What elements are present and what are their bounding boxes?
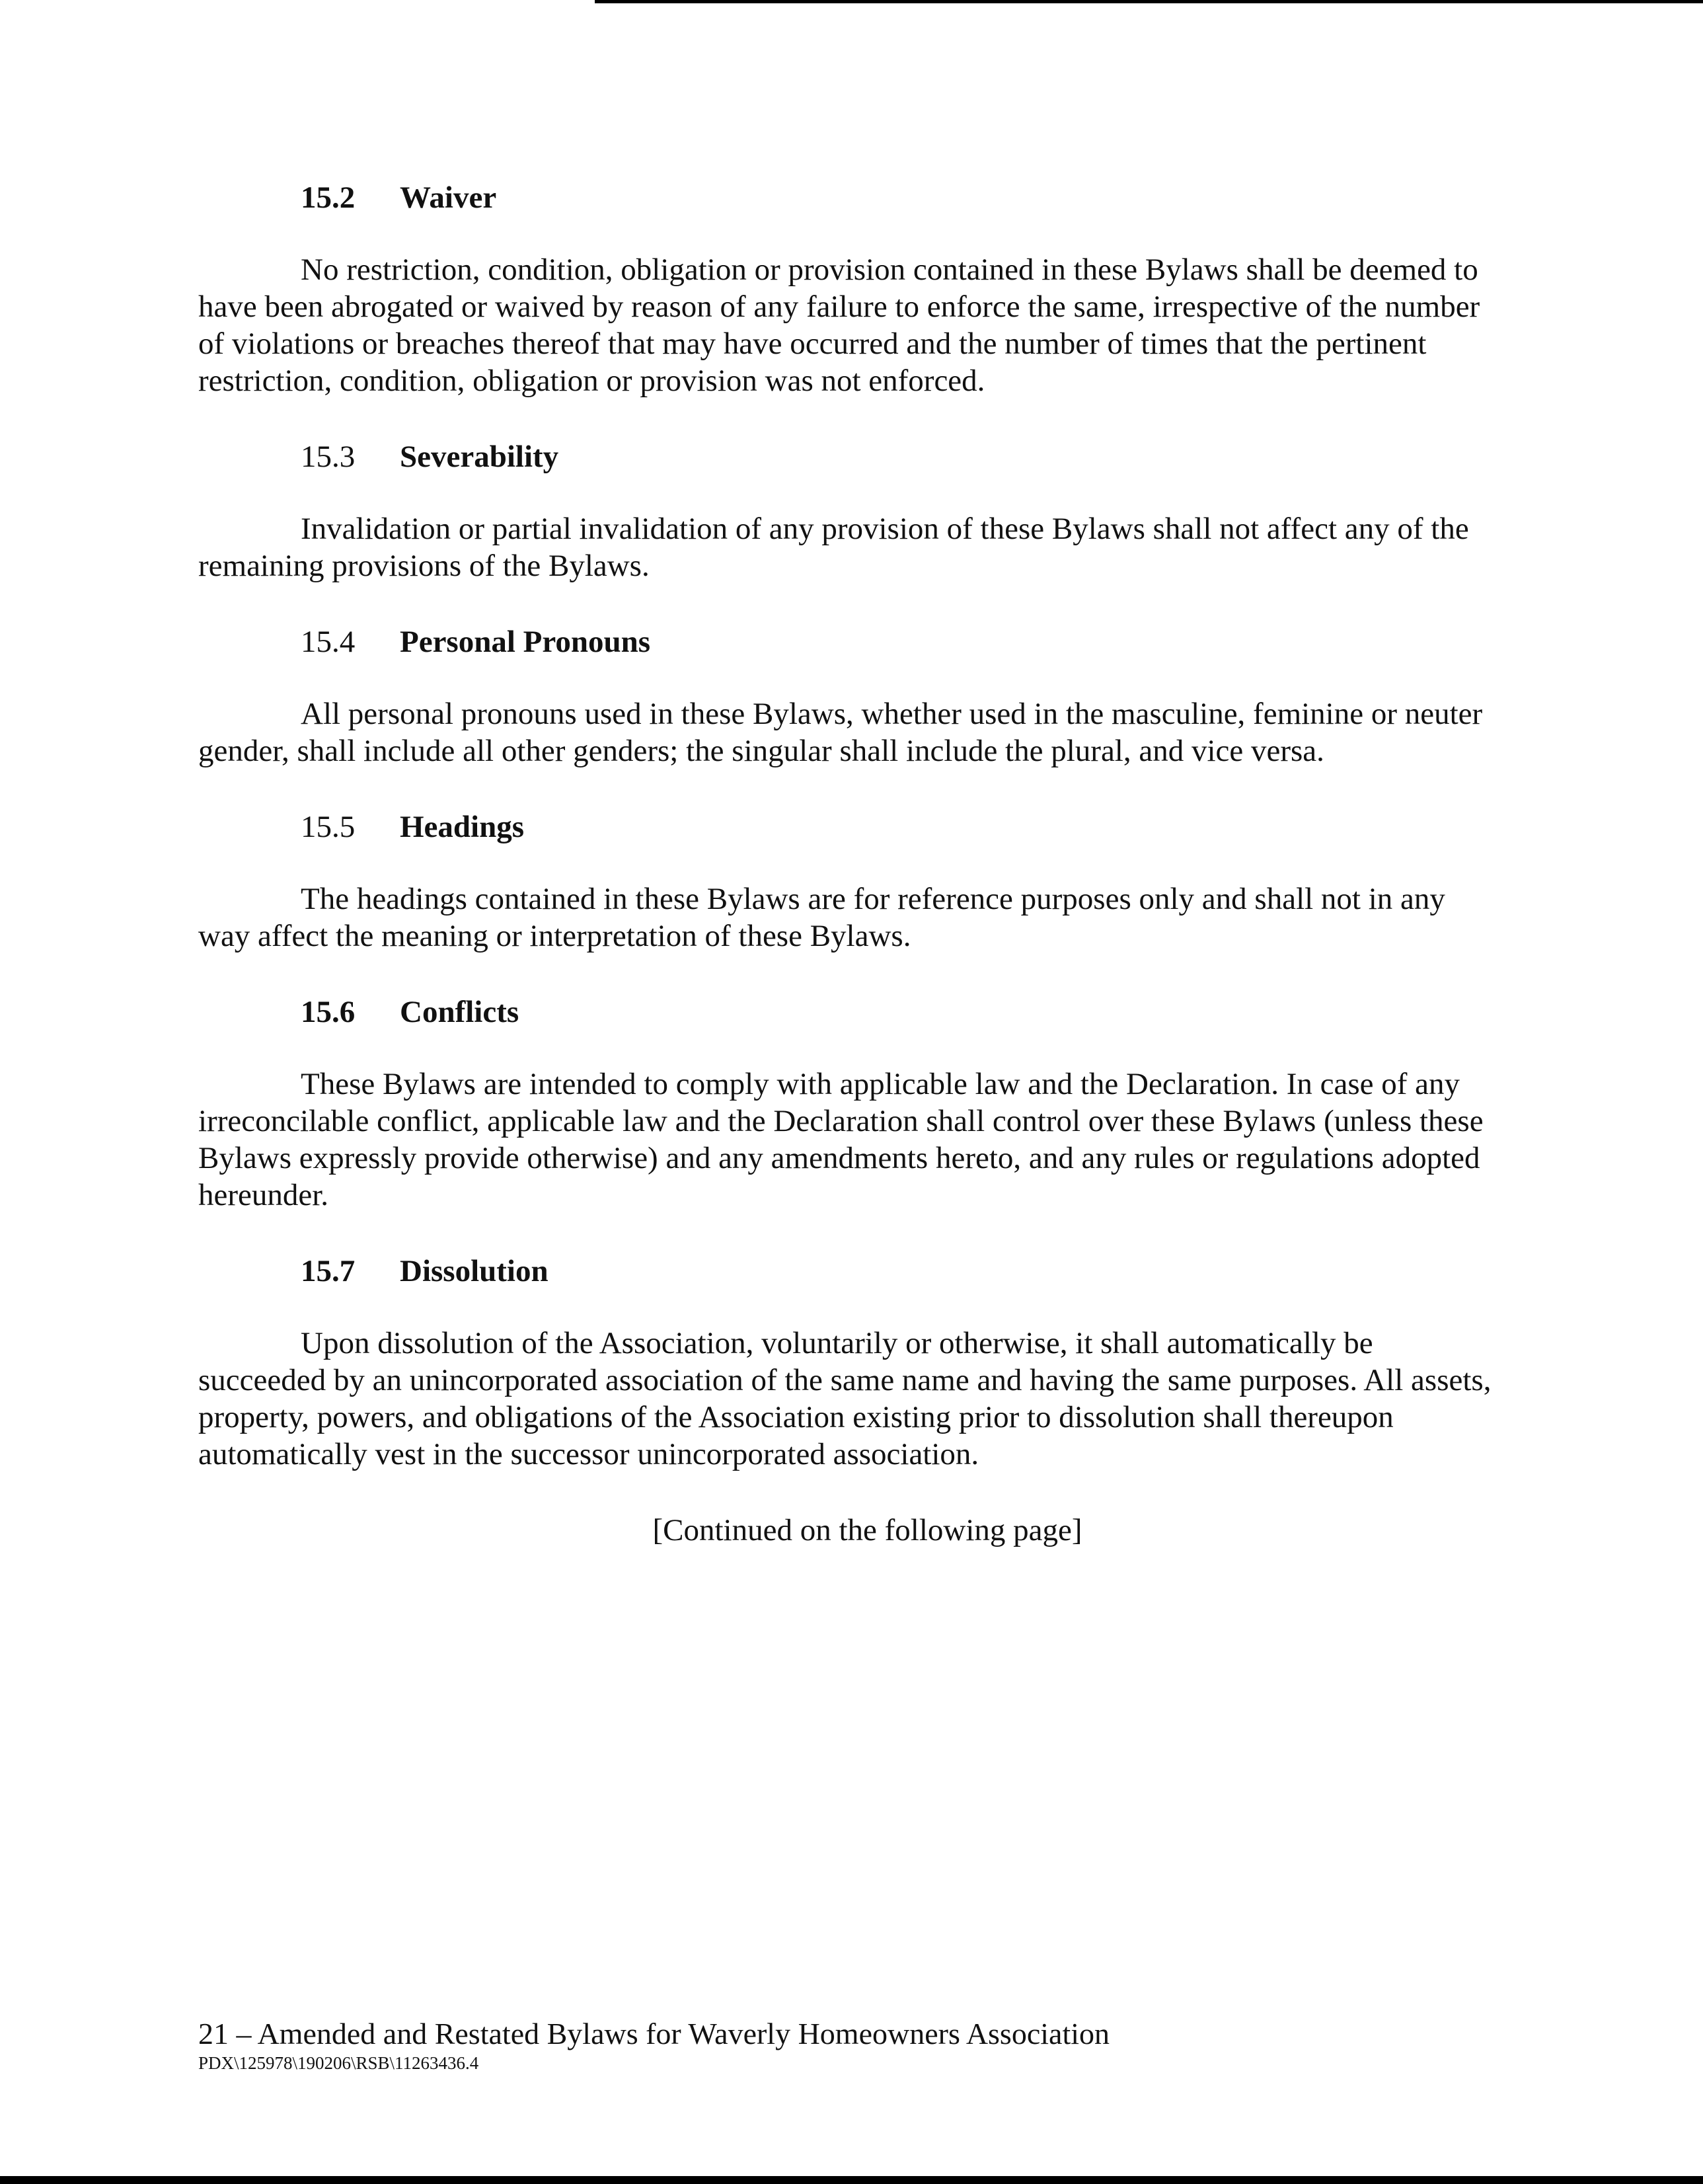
section-number: 15.5 <box>301 810 356 844</box>
section-heading <box>198 438 1497 476</box>
section-title: Severability <box>400 440 559 474</box>
section-15-6 <box>198 993 1497 1214</box>
footer-page-line: 21 – Amended and Restated Bylaws for Waverly Homeowners Association <box>198 2017 1110 2050</box>
footer-doc-id: PDX\125978\190206\RSB\11263436.4 <box>198 2053 479 2073</box>
section-number: 15.2 <box>301 180 356 215</box>
section-title: Personal Pronouns <box>400 625 651 659</box>
section-title: Dissolution <box>400 1254 549 1288</box>
section-body: These Bylaws are intended to comply with applicable law and the Declaration. In case of any irreconcilable conflict, applicable law and the Declaration shall control over these Bylaws (unless these Bylaws expressly provide otherwise) and any amendments hereto, and any rules or regulations adopted hereunder. <box>198 1067 1484 1212</box>
section-number: 15.4 <box>301 625 356 659</box>
section-15-3 <box>198 438 1497 584</box>
scan-edge-bottom <box>0 2176 1703 2184</box>
section-body: Upon dissolution of the Association, voluntarily or otherwise, it shall automatically be succeeded by an unincorporated association of the same name and having the same purposes. All assets, property, powers, and obligations of the Association existing prior to dissolution shall thereupon automatically vest in the successor unincorporated association. <box>198 1326 1492 1471</box>
section-heading <box>198 808 1497 846</box>
section-number: 15.7 <box>301 1254 356 1288</box>
section-number: 15.3 <box>301 440 356 474</box>
section-heading <box>198 1252 1497 1290</box>
scan-edge-top <box>595 0 1703 3</box>
section-body: Invalidation or partial invalidation of any provision of these Bylaws shall not affect any of the remaining provisions of the Bylaws. <box>198 512 1469 583</box>
section-15-4 <box>198 623 1497 769</box>
section-title: Conflicts <box>400 995 519 1029</box>
section-15-2 <box>198 178 1497 399</box>
section-heading <box>198 623 1497 661</box>
section-body: All personal pronouns used in these Bylaws, whether used in the masculine, feminine or neuter gender, shall include all other genders; the singular shall include the plural, and vice versa. <box>198 697 1483 768</box>
section-title: Headings <box>400 810 525 844</box>
page-footer <box>198 2016 1110 2074</box>
section-15-5 <box>198 808 1497 955</box>
section-title: Waiver <box>400 180 497 215</box>
section-body: No restriction, condition, obligation or provision contained in these Bylaws shall be deemed to have been abrogated or waived by reason of any failure to enforce the same, irrespective of the number of violations or breaches thereof that may have occurred and the number of times that the pertinent restriction, condition, obligation or provision was not enforced. <box>198 253 1480 398</box>
document-body <box>198 178 1497 1580</box>
section-heading <box>198 993 1497 1031</box>
section-15-7 <box>198 1252 1497 1473</box>
section-heading <box>198 178 1497 217</box>
continued-note: [Continued on the following page] <box>652 1513 1082 1547</box>
section-number: 15.6 <box>301 995 356 1029</box>
section-body: The headings contained in these Bylaws are for reference purposes only and shall not in any way affect the meaning or interpretation of these Bylaws. <box>198 882 1445 953</box>
